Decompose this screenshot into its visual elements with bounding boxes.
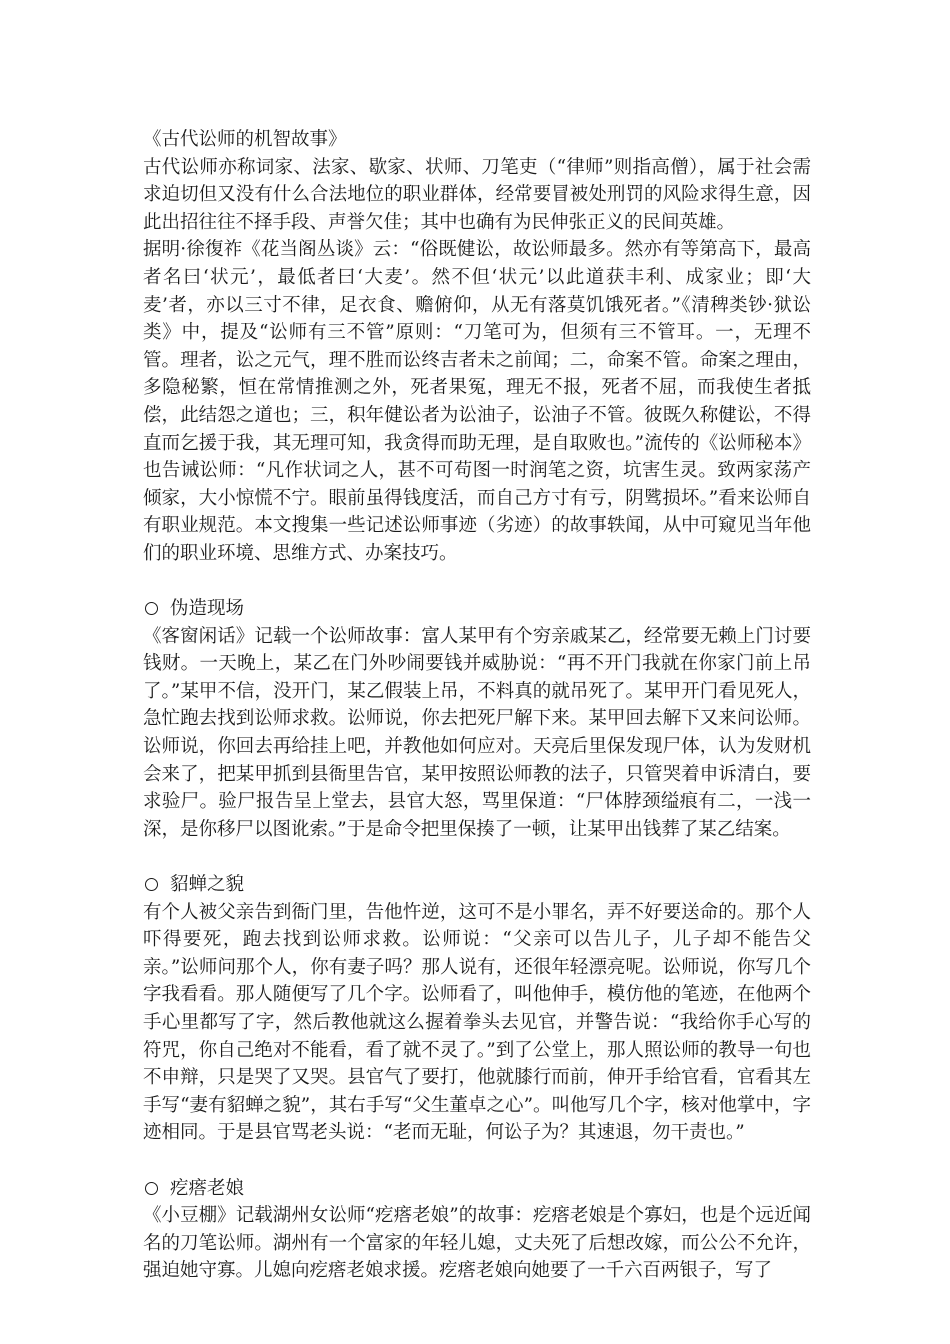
section-heading-3 (143, 1175, 811, 1203)
paragraph-gap (143, 843, 811, 871)
intro-paragraph-2: 据明·徐復祚《花当阁丛谈》云：“俗既健讼，故讼师最多。然亦有等第高下，最高者名曰‘状元’，最低者曰‘大麦’。然不但‘状元’以此道获丰利、成家业；即‘大麦’者，亦以三寸不律，足衣食、赡俯仰，从无有落莫饥饿死者。”《清稗类钞·狱讼类》中，提及“讼师有三不管”原则：“刀笔可为，但须有三不管耳。一，无理不管。理者，讼之元气，理不胜而讼终吉者未之前闻；二，命案不管。命案之理由，多隐秘繁，恒在常情推测之外，死者果冤，理无不报，死者不屈，而我使生者抵偿，此结怨之道也；三，积年健讼者为讼油子，讼油子不管。彼既久称健讼，不得直而乞援于我，其无理可知，我贪得而助无理，是自取败也。”流传的《讼师秘本》也告诫讼师：“凡作状词之人，甚不可苟图一时润笔之资，坑害生灵。致两家荡产倾家，大小惊慌不宁。眼前虽得钱度活，而自己方寸有亏，阴骘损坏。”看来讼师自有职业规范。本文搜集一些记述讼师事迹（劣迹）的故事轶闻，从中可窥见当年他们的职业环境、思维方式、办案技巧。 (143, 239, 811, 564)
circle-bullet-icon (145, 602, 158, 615)
section-body-3: 《小豆棚》记载湖州女讼师“疙瘩老娘”的故事：疙瘩老娘是个寡妇，也是个远近闻名的刀笔讼师。湖州有一个富家的年轻儿媳，丈夫死了后想改嫁，而公公不允许，强迫她守寡。儿媳向疙瘩老娘求援。疙瘩老娘向她要了一千六百两银子，写了 (143, 1205, 811, 1282)
section-heading-text: 疙瘩老娘 (170, 1177, 245, 1199)
section-body-2: 有个人被父亲告到衙门里，告他忤逆，这可不是小罪名，弄不好要送命的。那个人吓得要死，跑去找到讼师求救。讼师说：“父亲可以告儿子，儿子却不能告父亲。”讼师问那个人，你有妻子吗？那人说有，还很年轻漂亮呢。讼师说，你写几个字我看看。那人随便写了几个字。讼师看了，叫他伸手，模仿他的笔迹，在他两个手心里都写了字，然后教他就这么握着拳头去见官，并警告说：“我给你手心写的符咒，你自己绝对不能看，看了就不灵了。”到了公堂上，那人照讼师的教导一句也不申辩，只是哭了又哭。县官气了要打，他就膝行而前，伸开手给官看，官看其左手写“妻有貂蝉之貌”，其右手写“父生董卓之心”。叫他写几个字，核对他掌中，字迹相同。于是县官骂老头说：“老而无耻，何讼子为？其速退，勿干责也。” (143, 901, 811, 1144)
section-heading-text: 伪造现场 (170, 598, 245, 620)
section-heading-1 (143, 595, 811, 623)
circle-bullet-icon (145, 1182, 158, 1195)
intro-paragraph-1: 古代讼师亦称词家、法家、歇家、状师、刀笔吏（“律师”则指高僧），属于社会需求迫切但又没有什么合法地位的职业群体，经常要冒被处刑罚的风险求得生意，因此出招往往不择手段、声誉欠佳；其中也确有为民伸张正义的民间英雄。 (143, 156, 811, 233)
paragraph-gap (143, 568, 811, 596)
paragraph-gap (143, 1147, 811, 1175)
section-body-1: 《客窗闲话》记载一个讼师故事：富人某甲有个穷亲戚某乙，经常要无赖上门讨要钱财。一天晚上，某乙在门外吵闹要钱并威胁说：“再不开门我就在你家门前上吊了。”某甲不信，没开门，某乙假装上吊，不料真的就吊死了。某甲开门看见死人，急忙跑去找到讼师求救。讼师说，你去把死尸解下来。某甲回去解下又来问讼师。讼师说，你回去再给挂上吧，并教他如何应对。天亮后里保发现尸体，认为发财机会来了，把某甲抓到县衙里告官，某甲按照讼师教的法子，只管哭着申诉清白，要求验尸。验尸报告呈上堂去，县官大怒，骂里保道：“尸体脖颈缢痕有二，一浅一深，是你移尸以图讹索。”于是命令把里保揍了一顿，让某甲出钱葬了某乙结案。 (143, 625, 811, 840)
circle-bullet-icon (145, 878, 158, 891)
section-heading-2 (143, 871, 811, 899)
document-title: 《古代讼师的机智故事》 (143, 129, 347, 150)
section-heading-text: 貂蝉之貌 (170, 874, 245, 896)
document-page (143, 126, 811, 1285)
